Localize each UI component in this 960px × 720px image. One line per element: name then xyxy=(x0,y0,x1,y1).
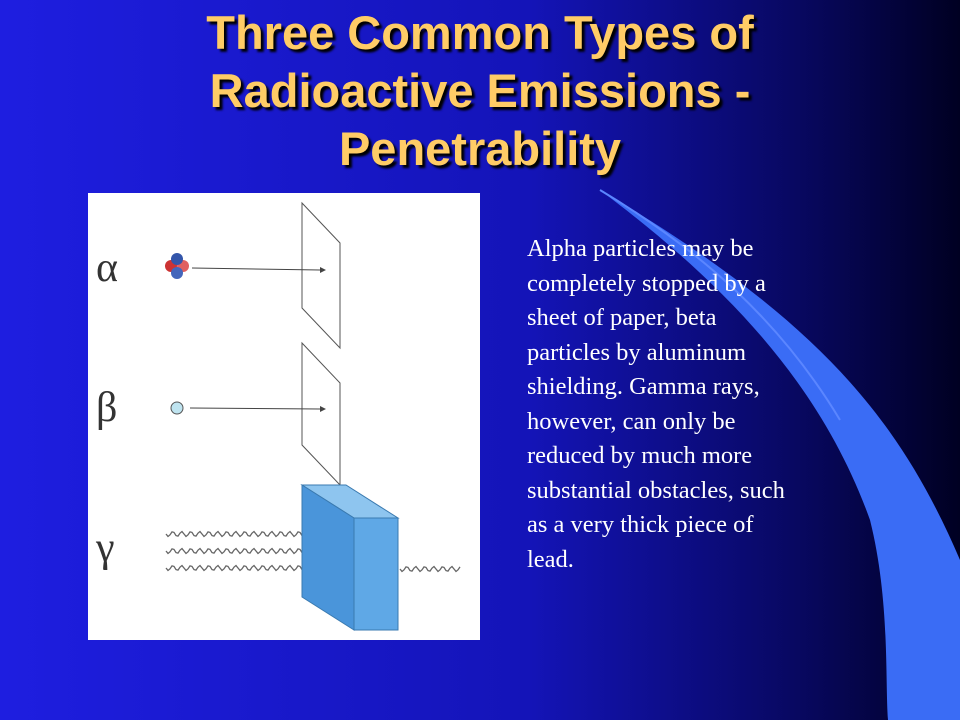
alpha-particle xyxy=(165,253,189,279)
penetrability-diagram xyxy=(88,193,480,640)
body-line: sheet of paper, beta xyxy=(527,304,717,331)
lead-block xyxy=(302,485,398,630)
body-line: particles by aluminum xyxy=(527,338,747,366)
beta-particle xyxy=(171,402,183,414)
body-line: Alpha particles may be xyxy=(527,235,754,262)
alpha-symbol: α xyxy=(96,245,119,291)
aluminum-sheet xyxy=(302,343,340,485)
body-line: substantial obstacles, such xyxy=(527,476,785,504)
body-line: lead. xyxy=(527,545,574,573)
beta-path xyxy=(190,408,320,409)
body-line: reduced by much more xyxy=(527,442,753,469)
title-line: Penetrability xyxy=(338,122,622,175)
paper-sheet xyxy=(302,203,340,348)
penetrability-figure xyxy=(88,193,480,640)
slide-title xyxy=(90,4,870,178)
alpha-path xyxy=(192,268,320,270)
body-line: shielding. Gamma rays, xyxy=(527,373,760,400)
body-text xyxy=(527,232,887,577)
body-line: however, can only be xyxy=(527,407,736,435)
beta-symbol: β xyxy=(96,385,118,431)
title-line: Three Common Types of xyxy=(206,6,754,59)
gamma-symbol: γ xyxy=(96,525,115,571)
body-line: as a very thick piece of xyxy=(527,511,754,538)
title-line: Radioactive Emissions - xyxy=(209,64,751,117)
body-line: completely stopped by a xyxy=(527,269,766,297)
